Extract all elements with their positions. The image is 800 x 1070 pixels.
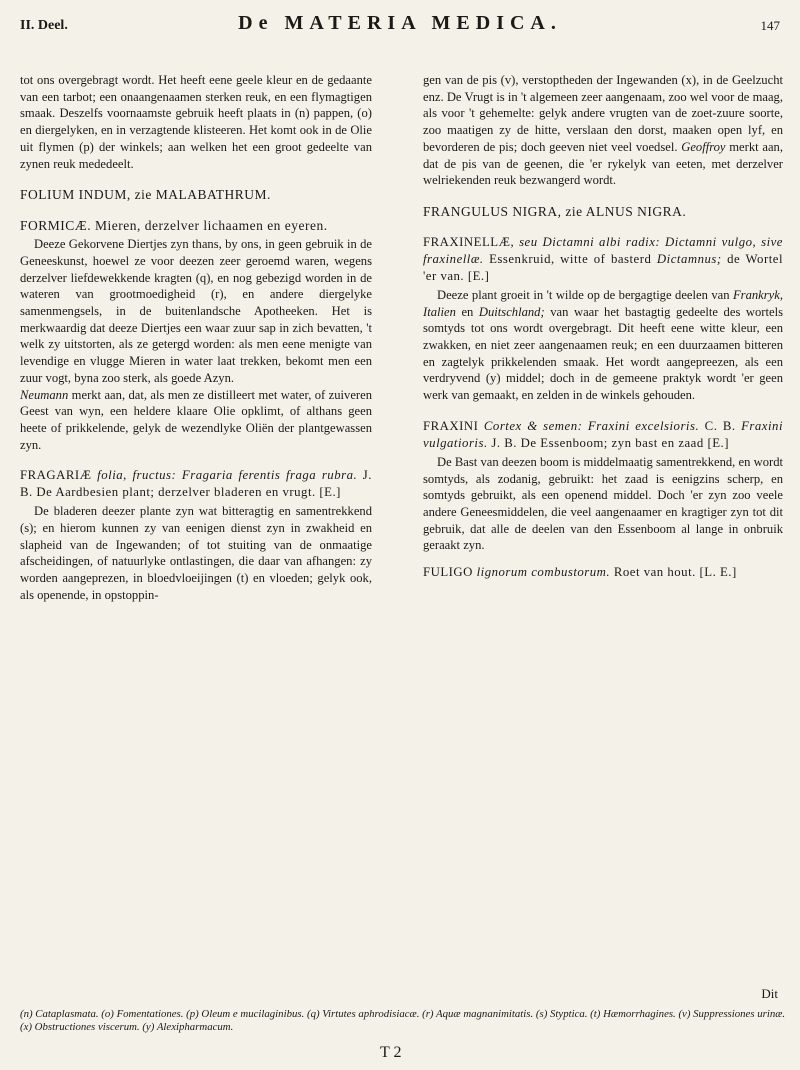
- entry-heading: FORMICÆ. Mieren, derzelver lichaamen en eyeren.: [20, 218, 328, 234]
- catchword: Dit: [761, 986, 778, 1001]
- footnotes: (n) Cataplasmata. (o) Fomentationes. (p) Oleum e mucilaginibus. (q) Virtutes aphrodisiacæ. (r) Aquæ magnanimitatis. (s) Styptica. (t) Hæmorrhagines. (v) Suppressiones urinæ. (x) Obstructiones viscerum. (y) Alexipharmacum.: [20, 1008, 786, 1033]
- paragraph: tot ons overgebragt wordt. Het heeft eene geele kleur en de gedaante van een tarbot; een onaangenaamen sterken reuk, en een flymagtigen smaak. Deszelfs voornaamste gebruik heeft plaats in (n) pappen, (o) en diergelyken, en in verzagtende klisteeren. Het komt ook in de Olie uit flymen (p) der winkels; aan welken het een groot gedeelte van zynen reuk mededeelt.: [20, 73, 372, 171]
- entry-heading: FRAXINELLÆ, seu Dictamni albi radix: Dictamni vulgo, sive fraxinellæ. Essenkruid, witte of basterd Dictamnus; de Wortel 'er van. [E.]: [423, 234, 784, 283]
- paragraph: gen van de pis (v), verstoptheden der Ingewanden (x), in de Geelzucht enz. De Vrugt is in 't algemeen zeer aangenaam, zoo wel voor de maag, als voor 't gehemelte: gelyk andere vrugten van de zoet-zuure soorte, zoo maatigen zy de hitte, verslaan den dorst, maaken open lyf, en bevorderen de pis; doch geeven niet veel voedsel. Geoffroy merkt aan, dat de pis van de geenen, die 'er rykelyk van eeten, met derzelver welriekenden reuk bezwangerd wordt.: [423, 73, 783, 188]
- part-label: II. Deel.: [20, 18, 68, 33]
- entry-heading: FRANGULUS NIGRA, zie ALNUS NIGRA.: [423, 203, 687, 219]
- paragraph: Deeze plant groeit in 't wilde op de bergagtige deelen van Frankryk, Italien en Duitschland; van waar het bastagtig gedeelte des wortels somtyds tot ons wordt overgebragt. Dit heeft eene witte kleur, een zwakken, en niet zeer aangenaamen reuk; en een duurzaamen bitteren en zagtelyk prikkelenden smaak. Het wordt aangepreezen, als een verdryvend (y) middel; doch in de gemeene praktyk wordt 'er geen werk van gemaakt, en zelden in de winkels gehouden.: [423, 287, 783, 403]
- paragraph: Deeze Gekorvene Diertjes zyn thans, by ons, in geen gebruik in de Geneeskunst, hoewel ze voor deezen zeer geroemd waren, wegens derzelver liefdewekkende kragten (q), en nog gebezigd worden in de wateren van grootmoedigheid (r), en andere diergelyke samenmengsels, in de buitenlandsche Apotheeken. Het is merkwaardig dat deeze Diertjes een waar zuur sap in zich bevatten, 't welk zy uitstorten, als ze getergd worden: als men eene menigte van levendige en vlugge Mieren in water laat trekken, bekomt men een zuur vogt, byna zoo sterk, als goede Azyn.: [20, 237, 372, 385]
- paragraph: Neumann merkt aan, dat, als men ze distilleert met water, of zuiveren Geest van wyn, een heldere klaare Olie opklimt, of althans geen heete of prikkelende, gelyk de wezendlyke Oliën der plantgewassen zyn.: [20, 387, 372, 452]
- paragraph: De Bast van deezen boom is middelmaatig samentrekkend, en wordt somtyds, als zodanig, gebruikt: het zaad is eenigzins scherp, en somtyds gebruikt, als een openend middel. Doch 'er zyn zoo veele andere Geneesmiddelen, die veel aangenaamer en kragtiger zyn tot dit gebruik, dat alle de deelen van den Essenboom al lange in onbruik geraakt zyn.: [423, 454, 783, 553]
- paragraph: De bladeren deezer plante zyn wat bitteragtig en samentrekkend (s); en hierom kunnen zy van eenigen dienst zyn in zwakheid en slapheid van de Ingewanden; of tot stuiting van de onmaatige afscheidingen, of natuurlyke ontlastingen, die daar van afhangen: zy worden aangeprezen, in bloedvloeijingen (t) en vloeden; gelyk ook, als openende, in opstoppin-: [20, 504, 372, 602]
- entry-heading: FULIGO lignorum combustorum. Roet van hout. [L. E.]: [423, 565, 737, 580]
- entry-heading: FRAXINI Cortex & semen: Fraxini excelsioris. C. B. Fraxini vulgatioris. J. B. De Essenboom; zyn bast en zaad [E.]: [423, 418, 783, 450]
- signature-mark: T 2: [380, 1044, 402, 1061]
- page-title: De MATERIA MEDICA.: [238, 12, 562, 34]
- page-number: 147: [760, 18, 780, 33]
- entry-heading: FRAGARIÆ folia, fructus: Fragaria ferentis fraga rubra. J. B. De Aardbesien plant; derzelver bladeren en vrugt. [E.]: [20, 468, 372, 500]
- entry-heading: FOLIUM INDUM, zie MALABATHRUM.: [20, 187, 271, 203]
- left-column: [20, 72, 372, 604]
- right-column: [423, 72, 783, 589]
- running-header: [20, 10, 780, 44]
